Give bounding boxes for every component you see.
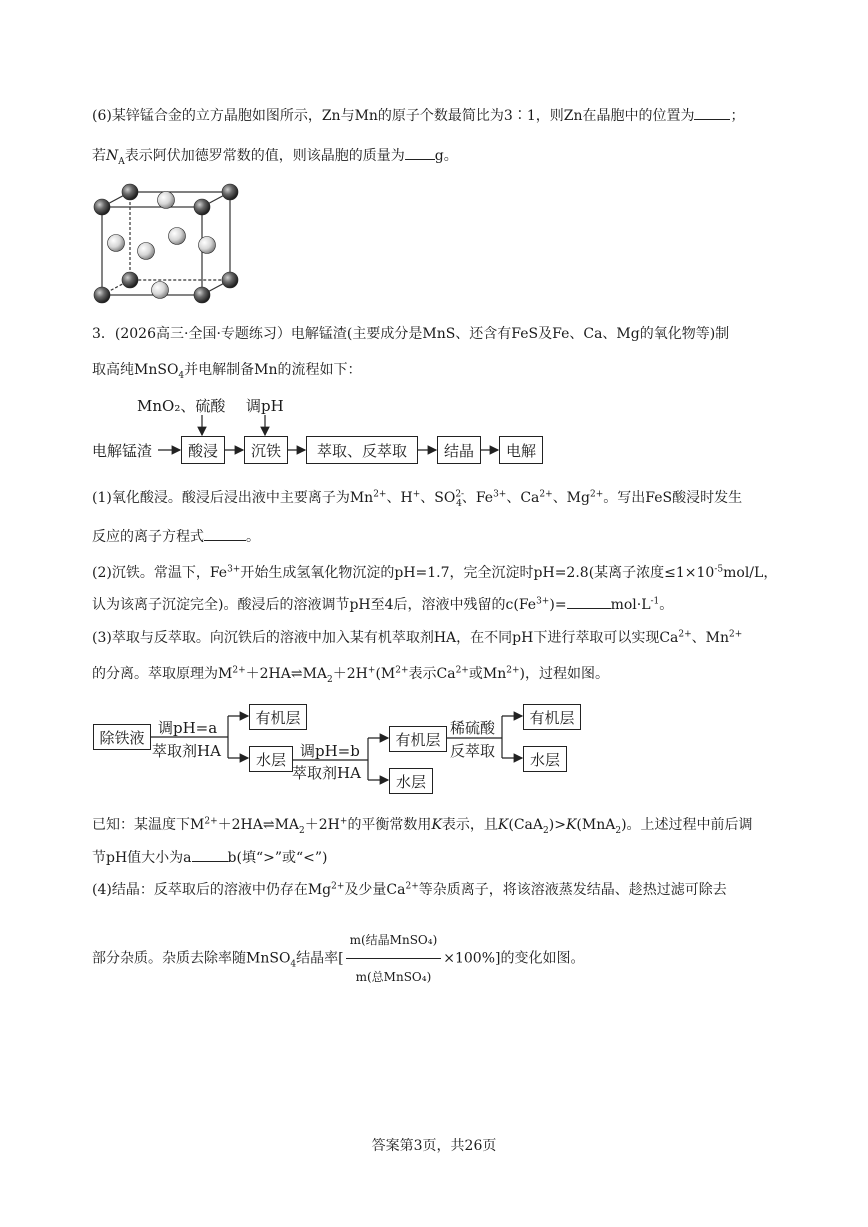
flow2-water-layer-3: 水层: [523, 746, 567, 772]
q6-line2: 若$N_A$表示阿伏加德罗常数的值，则该晶胞的质量为 g。: [92, 148, 458, 167]
flow2-start: 除铁液: [93, 724, 151, 750]
page-footer: 答案第3页，共26页: [371, 1138, 497, 1154]
flow2-water-layer-2: 水层: [389, 768, 433, 794]
crystallization-rate-fraction: $\frac{\text{m(结晶MnSO₄)}}{\text{m(总MnSO₄)}}$: [346, 922, 442, 995]
q6-line1: (6)某锌锰合金的立方晶胞如图所示，Zn与Mn的原子个数最简比为3∶1，则Zn在晶胞中的位置为 ；: [92, 108, 745, 124]
p5-line1: (4)结晶：反萃取后的溶液中仍存在$Mg^{2+}$及少量$Ca^{2+}$等杂质离子，将该溶液蒸发结晶、趁热过滤可除去: [92, 881, 727, 898]
p4-line2: 节pH值大小为a b(填“>”或“<”): [92, 850, 328, 866]
flow1-step-acid-leach: 酸浸: [181, 436, 225, 464]
p2-line1: (2)沉铁。常温下，$Fe^{3+}$开始生成氢氧化物沉淀的pH=1.7，完全沉淀时pH=2.8(某离子浓度$\le 1\times 10^{-5}mol/L$，: [92, 564, 778, 581]
p1-line2: 反应的离子方程式 。: [92, 529, 260, 545]
flow2-arrow3-bottom: 反萃取: [450, 742, 496, 760]
q3-line1: 3．(2026高三·全国·专题练习）电解锰渣(主要成分是MnS、还含有FeS及Fe、Ca、Mg的氧化物等)制: [92, 326, 730, 342]
flow2-arrow2-top: 调pH=b: [300, 742, 360, 760]
flow2-arrow1-top: 调pH=a: [158, 719, 218, 737]
p5-line2: 部分杂质。杂质去除率随MnSO$_4$结晶率[ $\frac{\text{m(结晶MnSO₄)}}{\text{m(总MnSO₄)}}$ ×100%]的变化如图。: [92, 922, 584, 995]
flow2-arrow1-bottom: 萃取剂HA: [152, 742, 221, 760]
flow1-reagent-label: MnO₂、硫酸: [137, 397, 226, 415]
p2-line2: 认为该离子沉淀完全)。酸浸后的溶液调节pH至4后，溶液中残留的$c(Fe^{3+})= mol\cdot L^{-1}$。: [92, 596, 674, 613]
flow1-ph-label: 调pH: [246, 397, 284, 415]
flow2-organic-layer-1: 有机层: [249, 704, 307, 730]
flow1-step-iron-removal: 沉铁: [244, 436, 288, 464]
p3-line2: 的分离。萃取原理为$M^{2+}+2HA\rightleftharpoons MA_2+2H^+(M^{2+}$表示$Ca^{2+}$或$Mn^{2+}$)，过程如图。: [92, 665, 609, 685]
flow2-organic-layer-2: 有机层: [389, 726, 447, 752]
flow2-arrow2-bottom: 萃取剂HA: [292, 764, 361, 782]
flow2-organic-layer-3: 有机层: [523, 704, 581, 730]
p1-line1: (1)氧化酸浸。酸浸后浸出液中主要离子为$Mn^{2+}$、H+、$SO^{2-}_4$、$Fe^{3+}$、$Ca^{2+}$、$Mg^{2+}$。写出FeS酸浸时发生: [92, 489, 743, 509]
q3-line2: 取高纯MnSO$_4$并电解制备Mn的流程如下：: [92, 362, 362, 381]
p3-line1: (3)萃取与反萃取。向沉铁后的溶液中加入某有机萃取剂HA，在不同pH下进行萃取可以实现$Ca^{2+}$、$Mn^{2+}$: [92, 629, 743, 646]
flow2-water-layer-1: 水层: [249, 746, 293, 772]
flow1-step-electrolysis: 电解: [499, 436, 543, 464]
p4-line1: 已知：某温度下$M^{2+}+2HA\rightleftharpoons MA_2+2H^+$的平衡常数用K表示，且K(CaA$_2$)>K(MnA$_2$)。上述过程中前后调: [92, 816, 753, 836]
flow1-start: 电解锰渣: [92, 442, 153, 460]
flow2-arrow3-top: 稀硫酸: [450, 719, 496, 737]
flow1-step-crystallize: 结晶: [437, 436, 481, 464]
flow1-step-extraction: 萃取、反萃取: [306, 436, 418, 464]
